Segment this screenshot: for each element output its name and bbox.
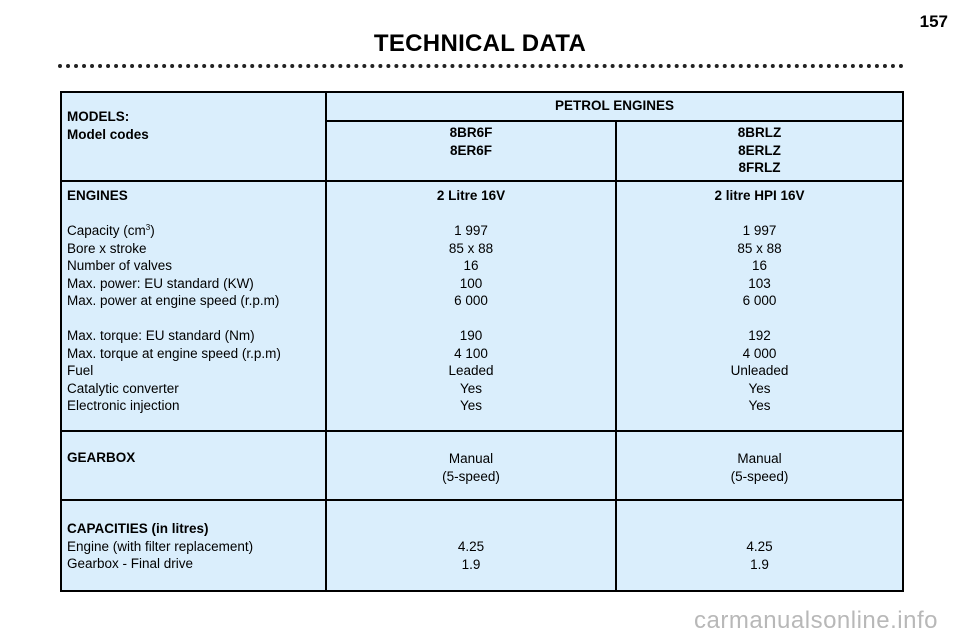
col2-capacity-values — [617, 538, 902, 573]
col2-gearbox-values — [617, 450, 902, 485]
spec-value: Leaded — [448, 363, 494, 378]
model-code: 8ER6F — [449, 142, 493, 158]
gearbox-heading: GEARBOX — [67, 450, 136, 465]
spec-value: 16 — [463, 258, 479, 273]
engine-name: 2 Litre 16V — [436, 188, 506, 203]
model-code: 8BRLZ — [737, 125, 782, 140]
engines-row-divider — [62, 430, 902, 432]
spec-label: Fuel — [67, 363, 94, 378]
spec-value: 1 997 — [742, 223, 777, 238]
spec-label: Max. power: EU standard (KW) — [67, 275, 254, 291]
model-code: 8BR6F — [449, 125, 493, 140]
spec-value: 100 — [459, 275, 483, 291]
col1-gearbox-values — [327, 450, 615, 485]
group-header-cell — [327, 97, 902, 115]
spec-value: 4 000 — [742, 345, 777, 361]
col1-capacity-values — [327, 538, 615, 573]
spec-value: 190 — [459, 328, 483, 343]
spec-value: 1 997 — [454, 223, 488, 238]
capacities-heading: CAPACITIES (in litres) — [67, 521, 209, 536]
spec-value: 192 — [748, 328, 771, 343]
spec-value: Yes — [748, 398, 771, 413]
col2-model-codes — [617, 124, 902, 177]
gearbox-row-divider — [62, 499, 902, 501]
spec-value: Manual — [448, 451, 494, 466]
model-code: 8ERLZ — [738, 142, 781, 158]
models-row-divider — [62, 180, 902, 182]
spec-label: Bore x stroke — [67, 240, 147, 256]
engine-name: 2 litre HPI 16V — [714, 188, 805, 203]
title-rule — [58, 64, 904, 68]
model-codes-label: Model codes — [67, 126, 149, 142]
capacity-label: Capacity $(cm^3)$ — [67, 223, 155, 238]
watermark: carmanualsonline.info — [694, 607, 938, 634]
spec-value: (5-speed) — [730, 468, 789, 484]
col2-engine-values — [617, 187, 902, 415]
spec-value: Unleaded — [730, 363, 789, 378]
spec-label: Max. torque at engine speed (r.p.m) — [67, 345, 281, 361]
group-header-divider — [325, 120, 902, 122]
engines-heading: ENGINES — [67, 188, 128, 203]
model-code: 8FRLZ — [738, 160, 781, 175]
spec-value: 4.25 — [457, 539, 485, 554]
spec-value: (5-speed) — [442, 468, 500, 484]
spec-value: Yes — [459, 398, 483, 413]
spec-value: 4 100 — [454, 345, 488, 361]
spec-label: Engine (with filter replacement) — [67, 538, 254, 554]
page-number: 157 — [919, 12, 948, 31]
spec-value: Yes — [748, 380, 771, 396]
spec-value: 1.9 — [750, 556, 769, 572]
spec-value: 6 000 — [454, 293, 488, 308]
spec-label: Max. torque: EU standard (Nm) — [67, 328, 255, 343]
col1-engine-values — [327, 187, 615, 415]
spec-value: Manual — [737, 451, 782, 466]
spec-value: 16 — [751, 258, 768, 273]
petrol-engines-label: PETROL ENGINES — [554, 98, 675, 113]
spec-value: 6 000 — [742, 293, 777, 308]
col1-model-codes — [327, 124, 615, 159]
spec-value: 85 x 88 — [737, 240, 782, 256]
spec-value: 85 x 88 — [448, 240, 494, 256]
spec-label: Gearbox - Final drive — [67, 556, 194, 571]
spec-table — [60, 91, 904, 592]
spec-value: 1.9 — [461, 556, 481, 572]
gearbox-heading-cell — [67, 449, 135, 467]
models-label: MODELS: — [67, 109, 130, 124]
spec-label: Number of valves — [67, 258, 173, 273]
spec-value: 4.25 — [746, 539, 773, 554]
capacities-labels — [67, 520, 253, 573]
models-header-cell — [67, 108, 149, 143]
spec-label: Max. power at engine speed (r.p.m) — [67, 293, 280, 308]
spec-label: Electronic injection — [67, 398, 180, 413]
engines-labels — [67, 187, 281, 415]
spec-value: 103 — [748, 275, 771, 291]
spec-value: Yes — [459, 380, 483, 396]
page-title: TECHNICAL DATA — [373, 30, 587, 57]
spec-label: Catalytic converter — [67, 380, 179, 396]
